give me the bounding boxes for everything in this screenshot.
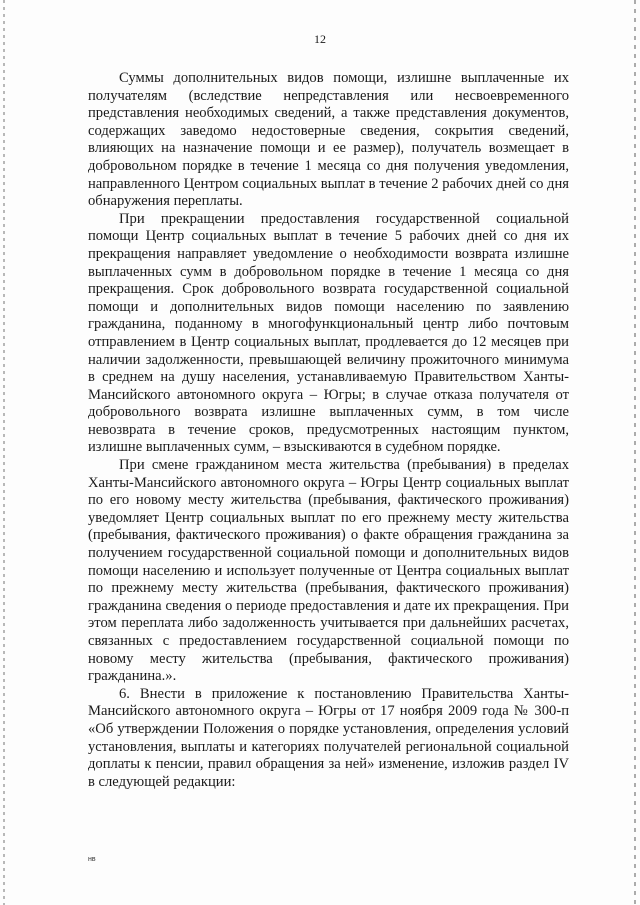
scan-edge-right <box>634 0 636 905</box>
paragraph-change-of-residence: При смене гражданином места жительства (пребывания) в пределах Ханты-Мансийского автономного округа – Югры Центр социальных выплат по его новому месту жительства (пребывания, фактического проживания) уведомляет Центр социальных выплат по его прежнему месту жительства (пребывания, фактического проживания) о факте обращения гражданина за получением государственной социальной помощи и дополнительных видов помощи населению и использует полученные от Центра социальных выплат по прежнему месту жительства (пребывания, фактического проживания) гражданина сведения о периоде предоставления и дате их прекращения. При этом переплата либо задолженность учитывается при дальнейших расчетах, связанных с предоставлением государственной социальной помощи по новому месту жительства (пребывания, фактического проживания) гражданина.». <box>88 457 569 685</box>
footer-initials: нв <box>88 856 96 863</box>
document-body <box>88 70 569 791</box>
page-number: 12 <box>314 32 326 46</box>
paragraph-overpayment-refund: Суммы дополнительных видов помощи, излишне выплаченные их получателям (вследствие непредставления или несвоевременного представления необходимых сведений, а также представления документов, содержащих заведомо недостоверные сведения, сокрытия сведений, влияющих на назначение помощи и ее размер), получатель возмещает в добровольном порядке в течение 1 месяца со дня получения уведомления, направленного Центром социальных выплат в течение 2 рабочих дней со дня обнаружения переплаты. <box>88 70 569 210</box>
paragraph-termination-refund: При прекращении предоставления государственной социальной помощи Центр социальных выплат в течение 5 рабочих дней со дня их прекращения направляет уведомление о необходимости возврата излишне выплаченных сумм в добровольном порядке в течение 1 месяца со дня прекращения. Срок добровольного возврата государственной социальной помощи и дополнительных видов помощи населению по заявлению гражданина, поданному в многофункциональный центр либо почтовым отправлением в Центр социальных выплат, продлевается до 12 месяцев при наличии задолженности, превышающей величину прожиточного минимума в среднем на душу населения, устанавливаемую Правительством Ханты-Мансийского автономного округа – Югры; в случае отказа получателя от добровольного возврата излишне выплаченных сумм, в том числе невозврата в течение сроков, предусмотренных настоящим пунктом, излишне выплаченных сумм, – взыскиваются в судебном порядке. <box>88 210 569 456</box>
paragraph-amendment-6: 6. Внести в приложение к постановлению Правительства Ханты-Мансийского автономного округа – Югры от 17 ноября 2009 года № 300-п «Об утверждении Положения о порядке установления, определения условий установления, выплаты и категориях получателей региональной социальной доплаты к пенсии, правил обращения за ней» изменение, изложив раздел IV в следующей редакции: <box>88 685 569 790</box>
scan-edge-left <box>3 0 5 905</box>
